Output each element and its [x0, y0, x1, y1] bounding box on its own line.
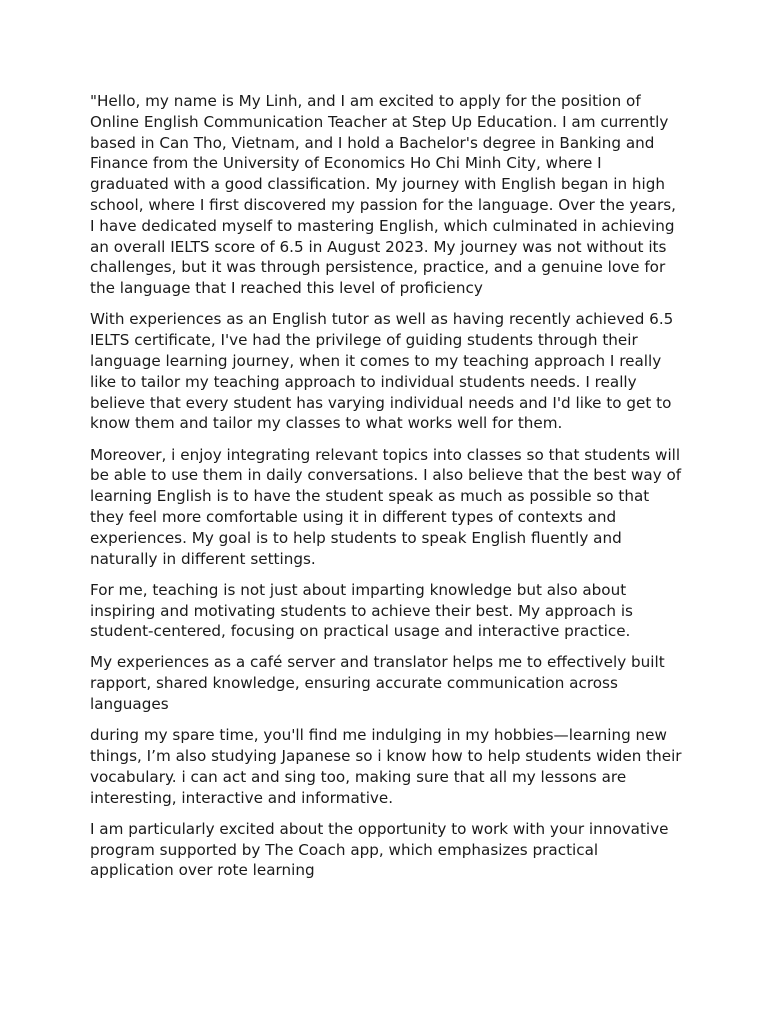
paragraph-teaching-topics: Moreover, i enjoy integrating relevant topics into classes so that students will be able to use them in daily conversations. I also believe that the best way of learning English is to have the student speak as much as possible so that they feel more comfortable using it in different types of contexts and experiences. My goal is to help students to speak English fluently and naturally in different settings. [90, 445, 682, 568]
paragraph-closing: I am particularly excited about the opportunity to work with your innovative program supported by The Coach app, which emphasizes practical application over rote learning [90, 819, 669, 880]
paragraph-teaching-philosophy: For me, teaching is not just about imparting knowledge but also about inspiring and motivating students to achieve their best. My approach is student-centered, focusing on practical usage and interactive practice. [90, 580, 633, 641]
paragraph-introduction: "Hello, my name is My Linh, and I am excited to apply for the position of Online English Communication Teacher at Step Up Education. I am currently based in Can Tho, Vietnam, and I hold a Bachelor's degree in Banking and Finance from the University of Economics Ho Chi Minh City, where I graduated with a good classification. My journey with English began in high school, where I first discovered my passion for the language. Over the years, I have dedicated myself to mastering English, which culminated in achieving an overall IELTS score of 6.5 in August 2023. My journey was not without its challenges, but it was through persistence, practice, and a genuine love for the language that I reached this level of proficiency [90, 92, 677, 298]
paragraph-tutor-experience: With experiences as an English tutor as well as having recently achieved 6.5 IELTS certificate, I've had the privilege of guiding students through their language learning journey, when it comes to my teaching approach I really like to tailor my teaching approach to individual students needs. I really believe that every student has varying individual needs and I'd like to get to know them and tailor my classes to what works well for them. [90, 310, 674, 433]
paragraph-work-experience: My experiences as a café server and translator helps me to effectively built rapport, shared knowledge, ensuring accurate communication across languages [90, 653, 665, 714]
paragraph-hobbies: during my spare time, you'll find me indulging in my hobbies—learning new things, I’m also studying Japanese so i know how to help students widen their vocabulary. i can act and sing too, making sure that all my lessons are interesting, interactive and informative. [90, 726, 682, 807]
document-page [90, 91, 690, 892]
